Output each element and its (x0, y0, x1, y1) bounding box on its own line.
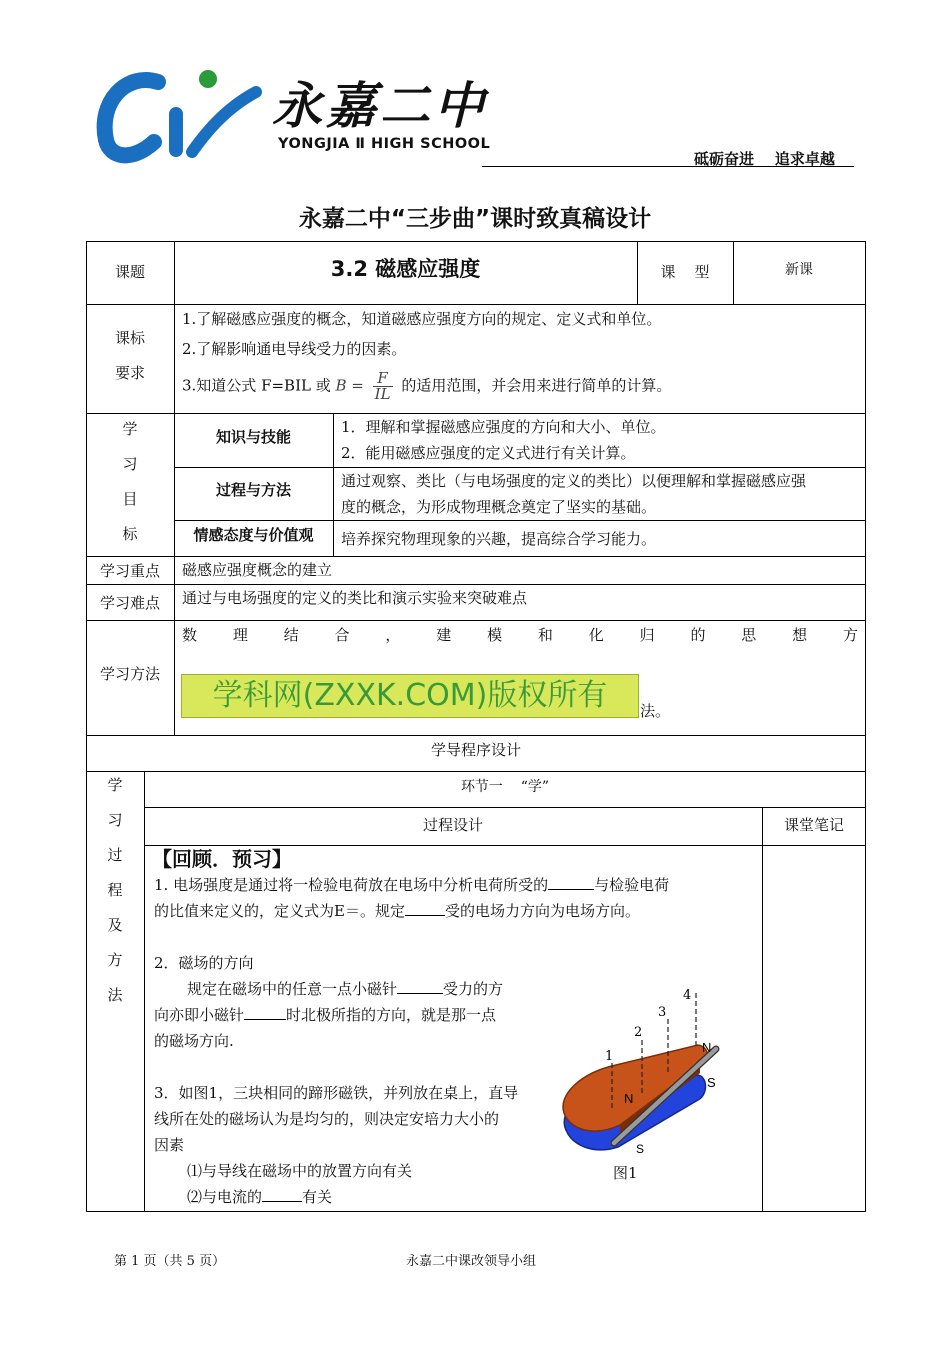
objective-process-line: 度的概念，为形成物理概念奠定了坚实的基础。 (341, 498, 657, 516)
footer-page-number: 第 1 页（共 5 页） (114, 1254, 226, 1269)
formula-fraction (373, 371, 393, 402)
objectives-label-char: 学 (122, 420, 138, 438)
table-border (86, 735, 866, 736)
question-2-line (154, 1002, 496, 1028)
objective-process-line: 通过观察、类比（与电场强度的定义的类比）以便理解和掌握磁感应强 (341, 472, 807, 490)
stage-left-char: 过 (107, 846, 123, 864)
fill-blank (244, 1005, 286, 1020)
stage-left-char: 学 (107, 776, 123, 794)
question-text: 受的电场力方向为电场方向。 (444, 902, 640, 920)
objective-attitude-label: 情感态度与价值观 (193, 526, 314, 544)
formula-numerator: F (373, 371, 393, 387)
review-heading: 【回顾．预习】 (152, 847, 292, 871)
question-3-option (187, 1184, 332, 1210)
table-border (865, 241, 866, 1211)
question-text: ⑵与电流的 (187, 1188, 263, 1206)
lesson-type-value: 新课 (785, 262, 813, 278)
method-char: 建 (436, 626, 452, 644)
school-logo-english: YONGJIA Ⅱ HIGH SCHOOL (278, 136, 491, 152)
method-char: 归 (639, 626, 655, 644)
question-text: 受力的方 (443, 980, 504, 998)
objective-knowledge-line: 1．理解和掌握磁感应强度的方向和大小、单位。 (341, 418, 666, 436)
requirement-item: 2.了解影响通电导线受力的因素。 (182, 340, 407, 358)
method-char: 和 (537, 626, 553, 644)
question-2-title: 2．磁场的方向 (154, 954, 254, 972)
method-label: 学习方法 (99, 665, 160, 683)
stage-left-char: 法 (107, 986, 123, 1004)
footer-organization: 永嘉二中课改领导小组 (406, 1254, 537, 1269)
formula-denominator: IL (374, 385, 391, 403)
requirements-label: 要求 (114, 364, 145, 382)
objectives-label (86, 412, 174, 552)
method-char: 合 (334, 626, 350, 644)
question-2-line: 的磁场方向. (154, 1032, 234, 1050)
fig-label-south-bottom: S (636, 1142, 645, 1156)
stage-left-label (86, 768, 144, 1013)
table-border (333, 413, 334, 556)
question-1-line (154, 872, 669, 898)
fill-blank (405, 901, 445, 916)
difficulty-label: 学习难点 (99, 594, 160, 612)
objective-knowledge-label: 知识与技能 (215, 428, 291, 446)
question-text: 向亦即小磁针 (154, 1006, 245, 1024)
method-char: 的 (690, 626, 706, 644)
question-text: 的比值来定义的，定义式为E＝。规定 (154, 902, 405, 920)
table-border (174, 520, 866, 521)
objectives-label-char: 目 (122, 490, 138, 508)
method-char: 化 (588, 626, 604, 644)
topic-value: 3.2 磁感应强度 (330, 257, 481, 281)
table-border (86, 771, 866, 772)
objective-knowledge-line: 2．能用磁感应强度的定义式进行有关计算。 (341, 444, 636, 462)
figure-1-caption: 图1 (613, 1164, 638, 1182)
table-border (762, 807, 763, 1211)
fill-blank (397, 979, 443, 994)
method-char: 理 (232, 626, 248, 644)
objective-attitude-line: 培养探究物理现象的兴趣，提高综合学习能力。 (341, 530, 657, 548)
table-border (86, 304, 866, 305)
requirements-label: 课标 (114, 329, 145, 347)
fill-blank (262, 1187, 302, 1202)
method-text-line (182, 622, 858, 648)
stage-left-char: 方 (107, 951, 123, 969)
question-text: 规定在磁场中的任意一点小磁针 (187, 980, 398, 998)
notes-column-header: 课堂笔记 (783, 816, 844, 834)
method-char: 结 (283, 626, 299, 644)
question-3-option: ⑴与导线在磁场中的放置方向有关 (187, 1162, 413, 1180)
question-1-line (154, 898, 640, 924)
process-column-header: 过程设计 (422, 816, 483, 834)
fig-label-4: 4 (683, 988, 692, 1003)
difficulty-value: 通过与电场强度的定义的类比和演示实验来突破难点 (182, 589, 528, 607)
fig-label-north: N (702, 1040, 712, 1055)
method-text-tail: 法。 (640, 702, 671, 720)
fig-label-2: 2 (634, 1025, 643, 1040)
fill-blank (548, 875, 594, 890)
requirement-item-suffix: 的适用范围，并会用来进行简单的计算。 (401, 376, 672, 395)
table-border (86, 241, 87, 1211)
focus-label: 学习重点 (99, 562, 160, 580)
table-border (86, 620, 866, 621)
question-3-line: 因素 (154, 1136, 185, 1154)
fig-label-north-mid: N (624, 1091, 634, 1106)
table-border (86, 1211, 866, 1212)
fig-label-3: 3 (658, 1005, 667, 1020)
school-logo-name: 永嘉二中 (272, 76, 488, 135)
requirement-item (182, 371, 671, 402)
method-char: 思 (741, 626, 757, 644)
question-text: 时北极所指的方向，就是那一点 (286, 1006, 497, 1024)
question-text: 与检验电荷 (594, 876, 670, 894)
document-title: 永嘉二中“三步曲”课时致真稿设计 (298, 206, 652, 232)
method-char: ， (385, 626, 401, 644)
school-motto: 砥砺奋进 追求卓越 (694, 150, 835, 168)
method-char: 数 (182, 626, 198, 644)
stage-left-char: 及 (107, 916, 123, 934)
focus-value: 磁感应强度概念的建立 (182, 561, 333, 579)
question-text: 1. 电场强度是通过将一检验电荷放在电场中分析电荷所受的 (154, 876, 549, 894)
method-char: 模 (487, 626, 503, 644)
school-logo-icon (96, 62, 266, 166)
formula-lhs: B = (335, 376, 364, 395)
figure-1-magnets (558, 985, 728, 1165)
question-3-line: 线所在处的磁场认为是均匀的，则决定安培力大小的 (154, 1110, 500, 1128)
stage-section-title: 环节一 “学” (460, 779, 550, 795)
question-3-line: 3．如图1，三块相同的蹄形磁铁，并列放在桌上，直导 (154, 1084, 519, 1102)
fig-label-south: S (707, 1075, 716, 1090)
question-text: 有关 (302, 1188, 333, 1206)
objectives-label-char: 标 (122, 525, 138, 543)
objectives-label-char: 习 (122, 455, 138, 473)
method-char: 想 (792, 626, 808, 644)
fig-label-1: 1 (605, 1049, 614, 1064)
requirement-item: 1.了解磁感应强度的概念，知道磁感应强度方向的规定、定义式和单位。 (182, 310, 662, 328)
copyright-watermark: 学科网(ZXXK.COM)版权所有 (181, 674, 639, 718)
topic-label: 课题 (114, 263, 145, 281)
question-2-line (187, 976, 503, 1002)
method-char: 方 (842, 626, 858, 644)
table-border (144, 807, 866, 808)
stage-left-char: 习 (107, 811, 123, 829)
requirement-item-prefix: 3.知道公式 F=BIL 或 (182, 376, 331, 395)
program-title: 学导程序设计 (430, 741, 521, 759)
stage-left-char: 程 (107, 881, 123, 899)
table-border (86, 241, 866, 242)
lesson-type-label: 课 型 (660, 263, 710, 281)
objective-process-label: 过程与方法 (215, 481, 291, 499)
